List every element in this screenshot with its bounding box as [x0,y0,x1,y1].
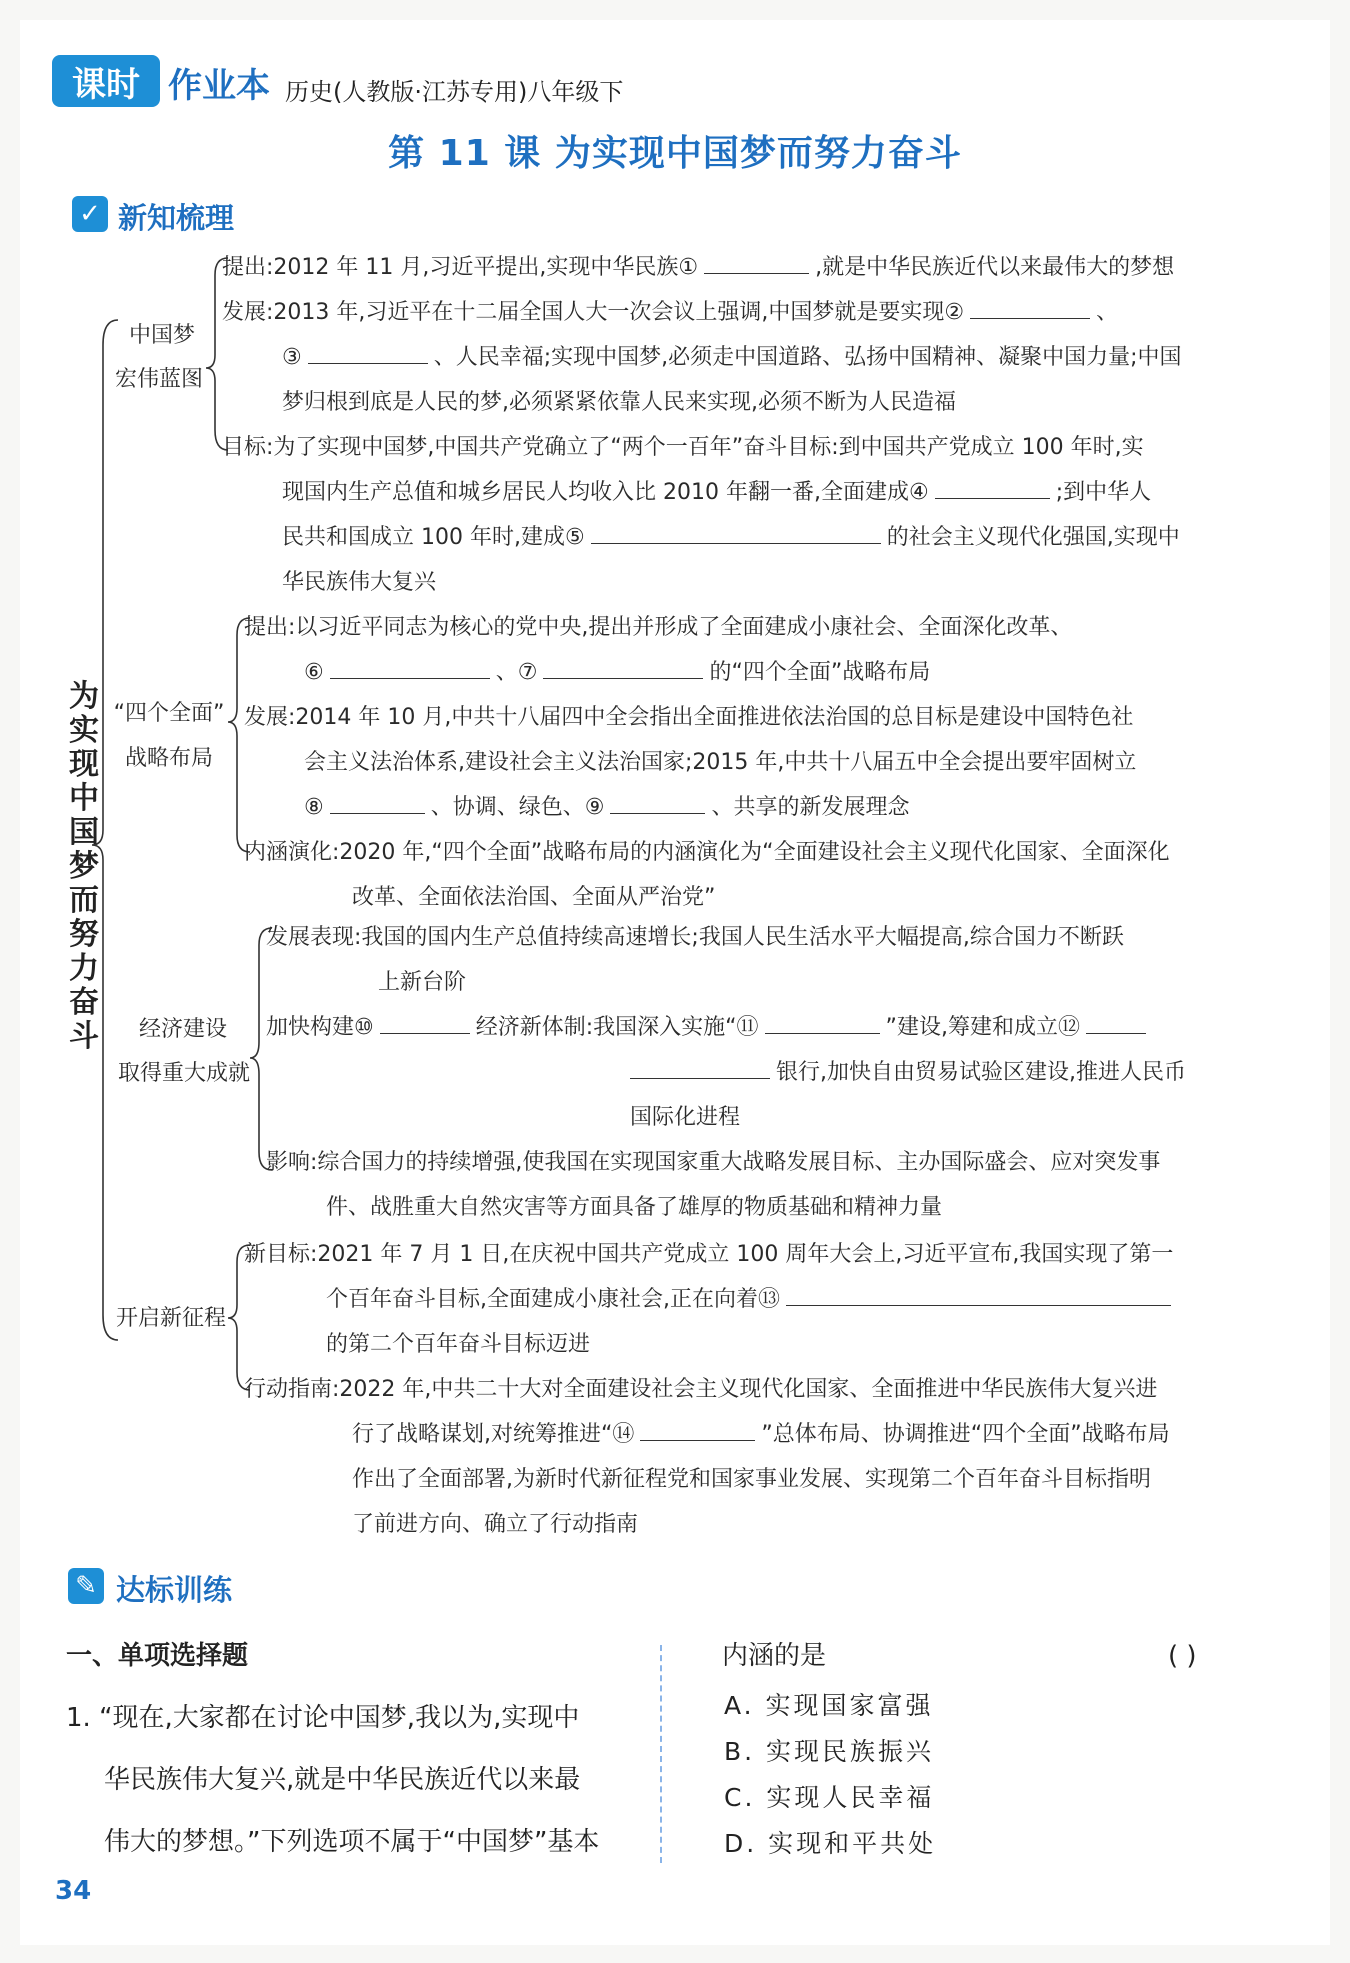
blank-1[interactable] [704,247,809,274]
question-1-line: 华民族伟大复兴,就是中华民族近代以来最 [104,1765,581,1795]
b3-line: 加快构建⑩ 经济新体制:我国深入实施“⑪ ”建设,筹建和成立⑫ [266,1006,1152,1050]
blank-6[interactable] [330,652,490,679]
b1-line: 目标:为了实现中国梦,中国共产党确立了“两个一百年”奋斗目标:到中国共产党成立 100 年时,实 [222,435,1144,460]
exercise-heading: 一、单项选择题 [66,1641,249,1671]
answer-parentheses[interactable]: ( ) [1168,1641,1197,1671]
blank-4[interactable] [935,472,1050,499]
branch-four-comprehensives-label-1: “四个全面” [113,701,225,726]
branch-economy-label-2: 取得重大成就 [117,1061,250,1086]
b3-line: 国际化进程 [630,1105,741,1130]
b1-line: 华民族伟大复兴 [282,570,437,595]
option-a[interactable]: A. 实现国家富强 [724,1691,934,1720]
question-1-line: 1. “现在,大家都在讨论中国梦,我以为,实现中 [66,1703,580,1733]
blank-13[interactable] [786,1279,1171,1306]
b1-line: 梦归根到底是人民的梦,必须紧紧依靠人民来实现,必须不断为人民造福 [282,390,956,415]
b2-line: 发展:2014 年 10 月,中共十八届四中全会指出全面推进依法治国的总目标是建设中国特色社 [244,705,1134,730]
b2-line: ⑧ 、协调、绿色、⑨ 、共享的新发展理念 [304,786,909,830]
section-title-new-knowledge: 新知梳理 [118,201,235,235]
b2-line: 内涵演化:2020 年,“四个全面”战略布局的内涵演化为“全面建设社会主义现代化国家、全面深化 [244,840,1170,865]
question-1-continuation: 内涵的是 [722,1641,827,1671]
page-number: 34 [55,1876,92,1906]
blank-2[interactable] [970,292,1090,319]
blank-5[interactable] [591,517,881,544]
blank-7[interactable] [543,652,703,679]
b3-line: 上新台阶 [378,970,467,995]
subject-info: 历史(人教版·江苏专用)八年级下 [285,78,624,106]
branch-chinese-dream-label-2: 宏伟蓝图 [114,367,203,392]
b1-line: ③ 、人民幸福;实现中国梦,必须走中国道路、弘扬中国精神、凝聚中国力量;中国 [282,336,1182,380]
b2-line: 提出:以习近平同志为核心的党中央,提出并形成了全面建成小康社会、全面深化改革、 [244,615,1073,640]
column-divider [660,1645,662,1863]
section-title-practice: 达标训练 [116,1573,233,1607]
blank-9[interactable] [610,787,705,814]
branch-new-journey-label: 开启新征程 [115,1306,226,1331]
b1-line: 民共和国成立 100 年时,建成⑤ 的社会主义现代化强国,实现中 [282,516,1180,560]
blank-3[interactable] [308,337,428,364]
b4-line: 个百年奋斗目标,全面建成小康社会,正在向着⑬ [326,1278,1177,1322]
option-d[interactable]: D. 实现和平共处 [724,1829,937,1858]
b4-line: 新目标:2021 年 7 月 1 日,在庆祝中国共产党成立 100 周年大会上,习近平宣布,我国实现了第一 [244,1242,1174,1267]
b4-line: 了前进方向、确立了行动指南 [352,1512,639,1537]
brand-text: 作业本 [168,66,270,106]
mindmap-root-title: 为实现中国梦而努力奋斗 [69,679,99,1054]
question-1-line: 伟大的梦想。”下列选项不属于“中国梦”基本 [104,1827,600,1857]
blank-12b[interactable] [630,1052,770,1079]
b3-line: 银行,加快自由贸易试验区建设,推进人民币 [630,1051,1186,1095]
b2-line: 改革、全面依法治国、全面从严治党” [352,885,716,910]
b3-line: 影响:综合国力的持续增强,使我国在实现国家重大战略发展目标、主办国际盛会、应对突发事 [266,1150,1161,1175]
b4-line: 作出了全面部署,为新时代新征程党和国家事业发展、实现第二个百年奋斗目标指明 [352,1467,1151,1492]
pencil-icon: ✎ [68,1568,104,1604]
b4-line: 行动指南:2022 年,中共二十大对全面建设社会主义现代化国家、全面推进中华民族伟大复兴进 [244,1377,1158,1402]
b2-line: 会主义法治体系,建设社会主义法治国家;2015 年,中共十八届五中全会提出要牢固树立 [304,750,1137,775]
blank-12a[interactable] [1086,1007,1146,1034]
blank-10[interactable] [380,1007,470,1034]
option-c[interactable]: C. 实现人民幸福 [724,1783,935,1812]
branch-economy-label-1: 经济建设 [138,1017,227,1042]
b1-line: 发展:2013 年,习近平在十二届全国人大一次会议上强调,中国梦就是要实现② 、 [222,291,1118,335]
blank-11[interactable] [765,1007,880,1034]
b1-line: 现国内生产总值和城乡居民人均收入比 2010 年翻一番,全面建成④ ;到中华人 [282,471,1151,515]
b1-line: 提出:2012 年 11 月,习近平提出,实现中华民族① ,就是中华民族近代以来最伟大的梦想 [222,246,1174,290]
b4-line: 行了战略谋划,对统筹推进“⑭ ”总体布局、协调推进“四个全面”战略布局 [352,1413,1170,1457]
brand-logo-box: 课时 [52,55,160,107]
branch-four-comprehensives-label-2: 战略布局 [124,746,213,771]
checkbox-icon: ✓ [72,196,108,232]
blank-14[interactable] [640,1414,755,1441]
b4-line: 的第二个百年奋斗目标迈进 [326,1332,591,1357]
option-b[interactable]: B. 实现民族振兴 [724,1737,935,1766]
branch-chinese-dream-label-1: 中国梦 [128,323,195,348]
b2-line: ⑥ 、⑦ 的“四个全面”战略布局 [304,651,930,695]
b3-line: 件、战胜重大自然灾害等方面具备了雄厚的物质基础和精神力量 [326,1195,943,1220]
lesson-title: 第 11 课 为实现中国梦而努力奋斗 [388,133,962,174]
b3-line: 发展表现:我国的国内生产总值持续高速增长;我国人民生活水平大幅提高,综合国力不断跃 [266,925,1124,950]
blank-8[interactable] [330,787,425,814]
